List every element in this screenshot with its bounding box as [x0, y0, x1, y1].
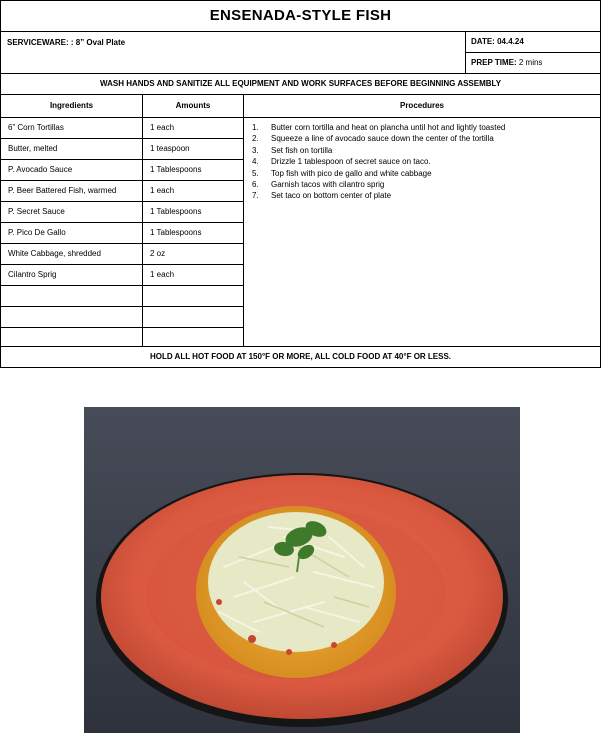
procedure-step-text: Butter corn tortilla and heat on plancha until hot and lightly toasted: [271, 123, 506, 132]
amount-cell: 1 each: [143, 181, 243, 202]
recipe-table: [1, 95, 600, 347]
ingredients-header: Ingredients: [1, 95, 142, 118]
ingredient-cell: P. Beer Battered Fish, warmed: [1, 181, 142, 202]
procedure-step-number: 7.: [252, 191, 259, 201]
ingredients-column: [1, 95, 143, 346]
procedure-step: [252, 156, 600, 167]
amount-cell: 1 each: [143, 118, 243, 139]
amounts-column: [143, 95, 244, 346]
procedure-step-number: 4.: [252, 157, 259, 167]
procedure-step-number: 3.: [252, 145, 259, 155]
amounts-header: Amounts: [143, 95, 243, 118]
procedure-step-text: Squeeze a line of avocado sauce down the center of the tortilla: [271, 134, 494, 144]
serviceware-text: SERVICEWARE: : 8” Oval Plate: [7, 38, 126, 47]
ingredient-cell: 6” Corn Tortillas: [1, 118, 142, 139]
procedure-step-number: 6.: [252, 180, 259, 190]
date-prep-block: [466, 32, 600, 73]
amount-cell: 2 oz: [143, 244, 243, 265]
procedure-step-text: Top fish with pico de gallo and white cabbage: [271, 168, 432, 178]
ingredient-cell: White Cabbage, shredded: [1, 244, 142, 265]
ingredient-cell: [1, 328, 142, 348]
ingredient-cell: [1, 307, 142, 328]
amount-cell: 1 Tablespoons: [143, 202, 243, 223]
serviceware-field: [1, 32, 466, 73]
prep-time-value: 2 mins: [516, 58, 543, 67]
procedure-step: [252, 122, 600, 133]
date-field: DATE: 04.4.24: [466, 32, 600, 53]
ingredient-cell: [1, 286, 142, 307]
ingredient-cell: P. Pico De Gallo: [1, 223, 142, 244]
recipe-title: ENSENADA-STYLE FISH: [1, 1, 600, 32]
procedure-step: [252, 133, 600, 144]
info-row: [1, 32, 600, 74]
sanitize-banner: WASH HANDS AND SANITIZE ALL EQUIPMENT AND WORK SURFACES BEFORE BEGINNING ASSEMBLY: [1, 74, 600, 95]
procedure-step-number: 5.: [252, 168, 259, 178]
procedure-step-text: Set fish on tortilla: [271, 145, 333, 155]
food-temp-banner: HOLD ALL HOT FOOD AT 150°F OR MORE, ALL COLD FOOD AT 40°F OR LESS.: [1, 347, 600, 368]
procedure-step-text: Drizzle 1 tablespoon of secret sauce on taco.: [271, 157, 431, 167]
procedure-step-text: Set taco on bottom center of plate: [271, 191, 392, 201]
procedure-step-number: 1.: [252, 123, 259, 132]
prep-time-label: PREP TIME:: [471, 58, 517, 67]
ingredient-cell: Butter, melted: [1, 139, 142, 160]
amount-cell: 1 teaspoon: [143, 139, 243, 160]
ingredient-cell: P. Secret Sauce: [1, 202, 142, 223]
procedure-step-number: 2.: [252, 134, 259, 144]
amounts-list: [143, 118, 243, 348]
amount-cell: 1 Tablespoons: [143, 160, 243, 181]
procedure-step: [252, 190, 600, 201]
procedures-header: Procedures: [244, 95, 600, 118]
procedure-step: [252, 179, 600, 190]
amount-cell: [143, 286, 243, 307]
amount-cell: 1 Tablespoons: [143, 223, 243, 244]
dish-photo: [84, 407, 520, 733]
amount-cell: 1 each: [143, 265, 243, 286]
procedure-step-text: Garnish tacos with cilantro sprig: [271, 180, 385, 190]
procedure-step: [252, 168, 600, 179]
procedure-step: [252, 145, 600, 156]
procedures-column: [244, 95, 600, 346]
ingredients-list: [1, 118, 142, 348]
procedures-list: [244, 122, 600, 202]
prep-time-field: [466, 53, 600, 73]
fish-taco-plate-image: [84, 407, 520, 733]
ingredient-cell: Cilantro Sprig: [1, 265, 142, 286]
ingredient-cell: P. Avocado Sauce: [1, 160, 142, 181]
amount-cell: [143, 328, 243, 348]
amount-cell: [143, 307, 243, 328]
